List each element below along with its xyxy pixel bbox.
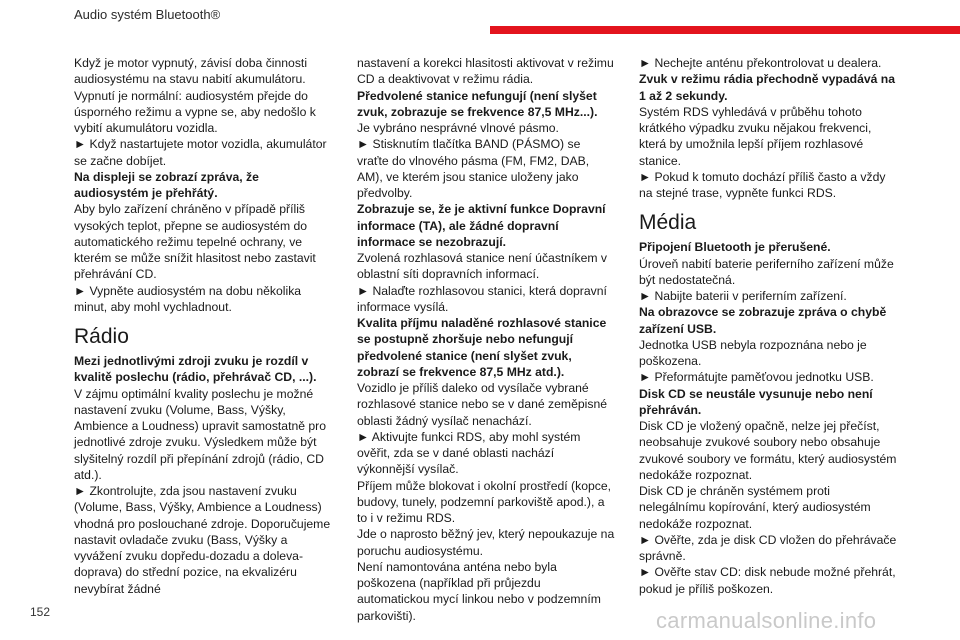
problem-statement: Předvolené stanice nefungují (není slyšet zvuk, zobrazuje se frekvence 87,5 MHz...). [357, 88, 598, 119]
paragraph: Systém RDS vyhledává v průběhu tohoto krátkého výpadku zvuku nějakou frekvenci, která by umožnila lepší příjem rozhlasové stanice. [639, 104, 872, 168]
action-step: ► Aktivujte funkci RDS, aby mohl systém ověřit, zda se v dané oblasti nachází výkonnější vysílač. [357, 429, 581, 477]
problem-statement: Zvuk v režimu rádia přechodně vypadává na 1 až 2 sekundy. [639, 72, 896, 103]
action-step: ► Ověřte, zda je disk CD vložen do přehrávače správně. [639, 532, 897, 563]
paragraph: Zvolená rozhlasová stanice není účastníkem v oblastní síti dopravních informací. [357, 251, 607, 282]
action-step: ► Pokud k tomuto dochází příliš často a vždy na stejné trase, vypněte funkci RDS. [639, 169, 886, 200]
paragraph: Příjem může blokovat i okolní prostředí (kopce, budovy, tunely, podzemní parkoviště apod.), a to i v režimu RDS. [357, 478, 612, 525]
action-step: ► Vypněte audiosystém na dobu několika minut, aby mohl vychladnout. [74, 283, 302, 314]
problem-statement: Mezi jednotlivými zdroji zvuku je rozdíl v kvalitě poslechu (rádio, přehrávač CD, ...). [74, 354, 317, 385]
paragraph: Vozidlo je příliš daleko od vysílače vybrané rozhlasové stanice nebo se v dané zeměpisné oblasti žádný vysílač nenachází. [357, 381, 607, 428]
paragraph: Jde o naprosto běžný jev, který nepoukazuje na poruchu audiosystému. [357, 527, 615, 558]
problem-statement: Kvalita příjmu naladěné rozhlasové stanice se postupně zhoršuje nebo nefungují předvolené stanice (není slyšet zvuk, zobrazí se frekvence 87,5 MHz atd.). [357, 316, 607, 379]
paragraph: Když je motor vypnutý, závisí doba činnosti audiosystému na stavu nabití akumulátoru. Vypnutí je normální: audiosystém přejde do úsporného režimu a vypne se, aby nedošlo k vybití akumulátoru vozidla. [74, 56, 316, 135]
text-column-2 [357, 55, 615, 624]
paragraph: V zájmu optimální kvality poslechu je možné nastavení zvuku (Volume, Bass, Výšky, Ambience a Loudness) upravit samostatně pro jednotlivé zdroje zvuku. Výsledkem může být slyšitelný rozdíl při přepínání zdrojů (rádio, CD atd.). [74, 386, 327, 482]
page-number: 152 [30, 605, 51, 619]
action-step: ► Zkontrolujte, zda jsou nastavení zvuku (Volume, Bass, Výšky, Ambience a Loudness) vhodná pro poslouchané zdroje. Doporučujeme nastavit ovladače zvuku (Bass, Výšky a vyvážení zvuku dopředu-dozadu a doleva-doprava) do střední pozice, na ekvalizéru nevybírat žádné [74, 484, 331, 596]
problem-statement: Disk CD se neustále vysunuje nebo není přehráván. [639, 386, 873, 417]
paragraph: Disk CD je chráněn systémem proti nelegálnímu kopírování, který audiosystém nedokáže rozpoznat. [639, 484, 871, 531]
action-step: ► Nabijte baterii v periferním zařízení. [639, 289, 847, 303]
paragraph: Není namontována anténa nebo byla poškozena (například při průjezdu automatickou mycí linkou nebo v podzemním parkovišti). [357, 559, 601, 623]
text-column-1 [74, 55, 332, 597]
action-step: ► Nalaďte rozhlasovou stanici, která dopravní informace vysílá. [357, 283, 607, 314]
text-column-3 [639, 55, 897, 597]
watermark: carmanualsonline.info [656, 608, 877, 633]
header-accent-bar [490, 26, 960, 34]
problem-statement: Na obrazovce se zobrazuje zpráva o chybě zařízení USB. [639, 305, 887, 336]
section-heading: Média [639, 211, 697, 235]
action-step: ► Nechejte anténu překontrolovat u dealera. [639, 56, 882, 70]
running-header-title: Audio systém Bluetooth® [74, 7, 221, 22]
paragraph: nastavení a korekci hlasitosti aktivovat v režimu CD a deaktivovat v režimu rádia. [357, 56, 614, 87]
problem-statement: Na displeji se zobrazí zpráva, že audiosystém je přehřátý. [74, 169, 259, 200]
action-step: ► Přeformátujte paměťovou jednotku USB. [639, 370, 874, 385]
action-step: ► Ověřte stav CD: disk nebude možné přehrát, pokud je příliš poškozen. [639, 565, 896, 596]
paragraph: Úroveň nabití baterie periferního zařízení může být nedostatečná. [639, 256, 894, 287]
paragraph: Disk CD je vložený opačně, nelze jej přečíst, neobsahuje zvukové soubory nebo obsahuje zvukové soubory ve formátu, který audiosystém nedokáže rozpoznat. [639, 419, 897, 482]
action-step: ► Stisknutím tlačítka BAND (PÁSMO) se vraťte do vlnového pásma (FM, FM2, DAB, AM), ve kterém jsou stanice uloženy jako předvolby. [357, 137, 590, 200]
paragraph: Je vybráno nesprávné vlnové pásmo. [357, 121, 559, 135]
paragraph: Jednotka USB nebyla rozpoznána nebo je poškozena. [639, 337, 867, 368]
problem-statement: Zobrazuje se, že je aktivní funkce Dopravní informace (TA), ale žádné dopravní informace se nezobrazují. [357, 202, 606, 249]
action-step: ► Když nastartujete motor vozidla, akumulátor se začne dobíjet. [74, 137, 327, 168]
problem-statement: Připojení Bluetooth je přerušené. [639, 240, 831, 255]
paragraph: Aby bylo zařízení chráněno v případě příliš vysokých teplot, přepne se audiosystém do automatického režimu tepelné ochrany, ve kterém se může snížit hlasitost nebo zastavit přehrávání CD. [74, 202, 316, 282]
section-heading: Rádio [74, 325, 129, 348]
